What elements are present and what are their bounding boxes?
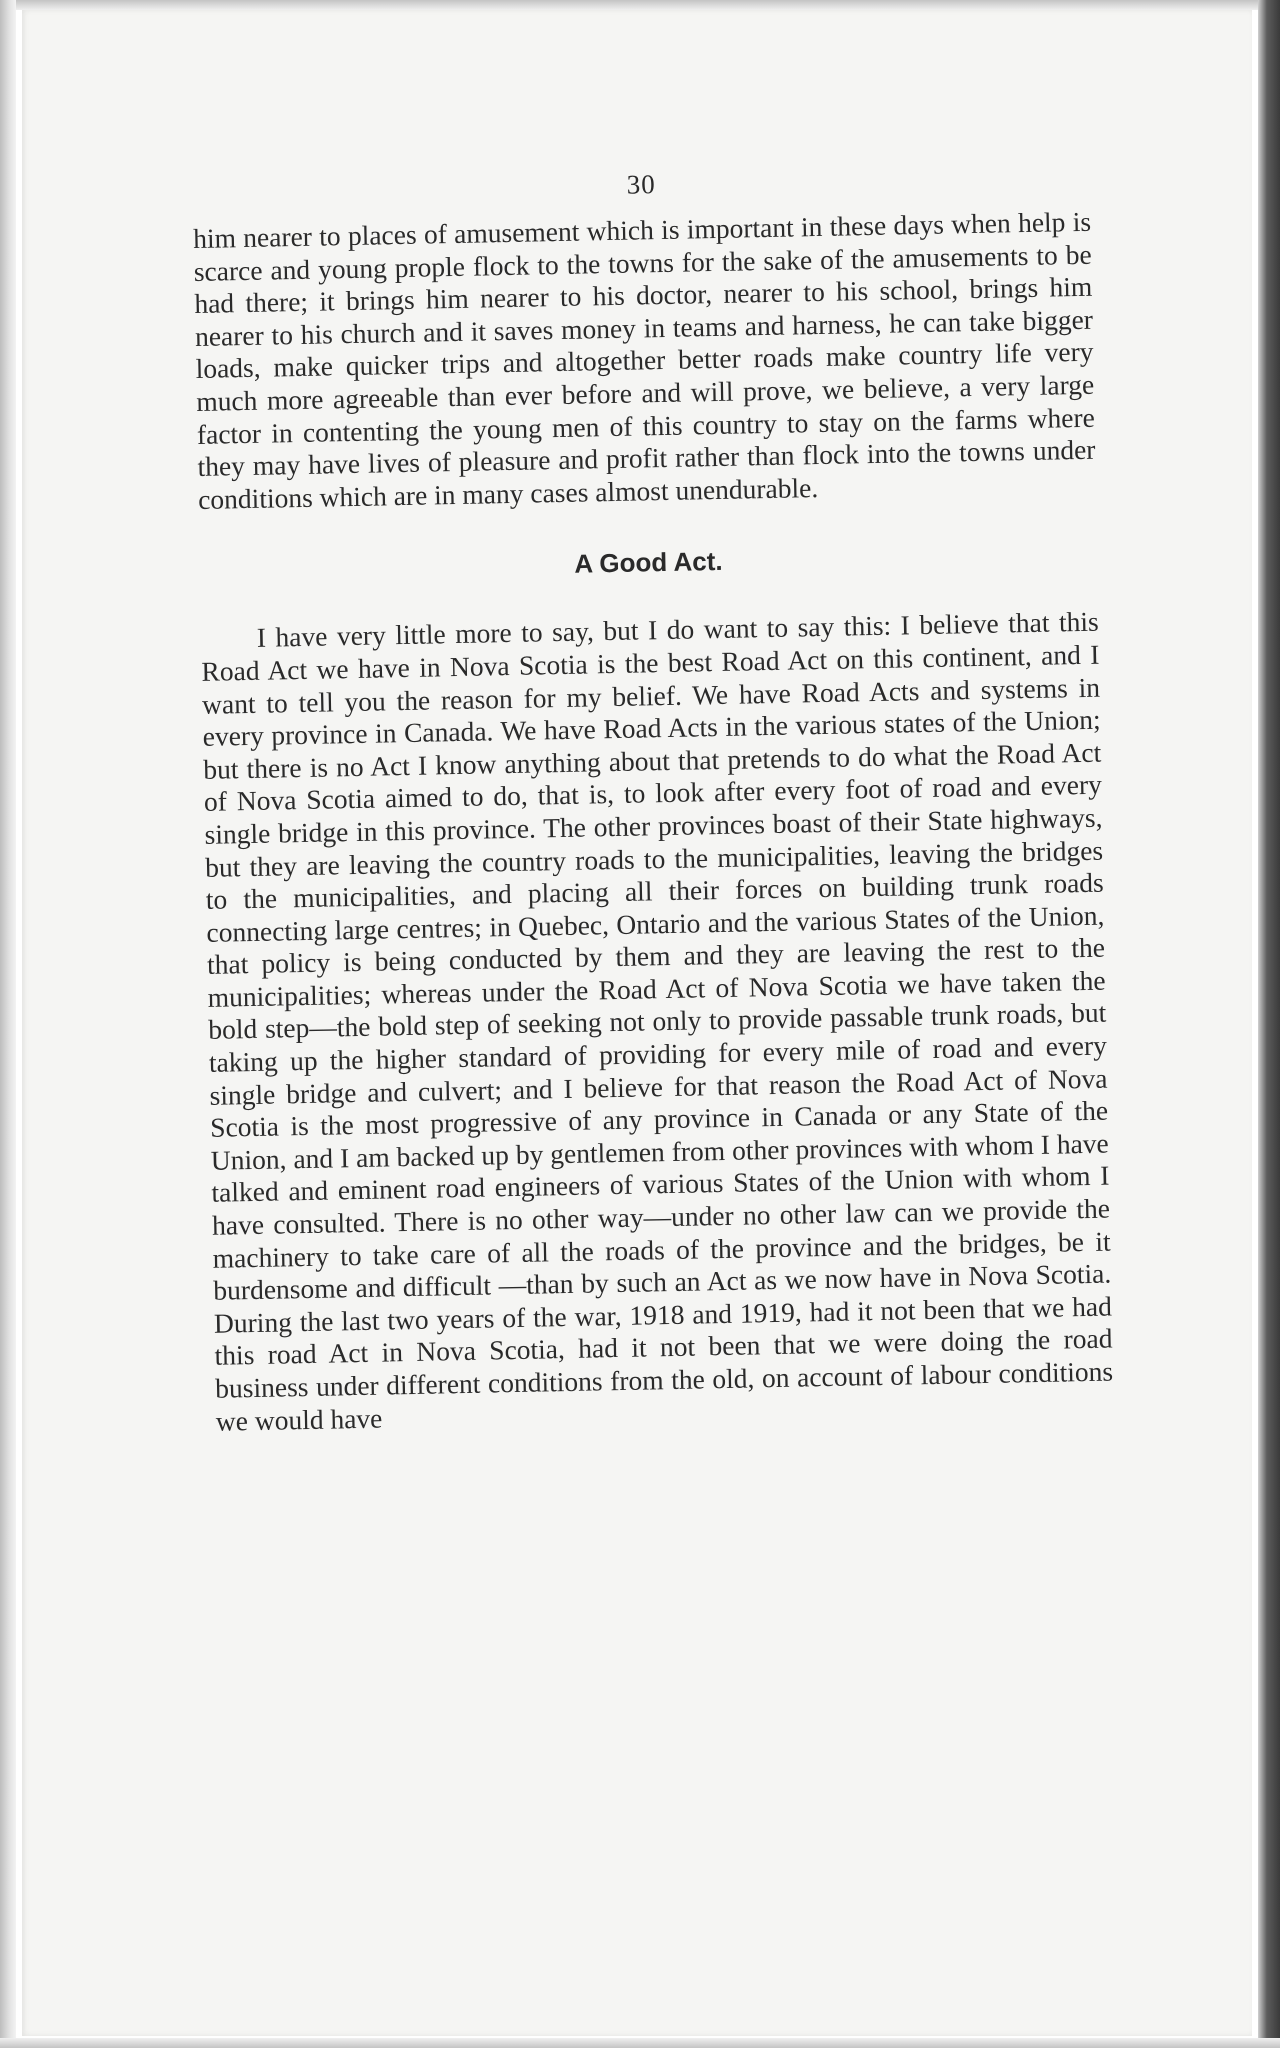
page-left-edge: [0, 0, 16, 2048]
page-content: [192, 161, 1114, 1438]
section-heading: A Good Act.: [574, 546, 723, 580]
page-number: 30: [626, 169, 656, 200]
page-top-edge: [0, 0, 1280, 10]
page-bottom-edge: [0, 2038, 1280, 2048]
book-page: [22, 10, 1252, 2036]
body-paragraph-2: I have very little more to say, but I do want to say this: I believe that this Road Act we have in Nova Scotia is the best Road Act on this continent, and I want to tell you the reason for my belief. We have Road Acts and systems in every province in Canada. We have Road Acts in the various states of the Union; but there is no Act I know anything about that pretends to do what the Road Act of Nova Scotia aimed to do, that is, to look after every foot of road and every single bridge in this province. The other provinces boast of their State highways, but they are leaving the country roads to the municipalities, leaving the bridges to the municipalities, and placing all their forces on building trunk roads connecting large centres; in Quebec, Ontario and the various States of the Union, that policy is being conducted by them and they are leaving the rest to the municipalities; whereas under the Road Act of Nova Scotia we have taken the bold step—the bold step of seeking not only to provide passable trunk roads, but taking up the higher standard of providing for every mile of road and every single bridge and culvert; and I believe for that reason the Road Act of Nova Scotia is the most progressive of any province in Canada or any State of the Union, and I am backed up by gentlemen from other provinces with whom I have talked and eminent road engineers of various States of the Union with whom I have consulted. There is no other way—under no other law can we provide the machinery to take care of all the roads of the province and the bridges, be it burdensome and difficult —than by such an Act as we now have in Nova Scotia. During the last two years of the war, 1918 and 1919, had it not been that we had this road Act in Nova Scotia, had it not been that we were doing the road business under different conditions from the old, on account of labour conditions we would have: [201, 606, 1114, 1437]
page-right-edge: [1258, 0, 1280, 2048]
body-paragraph-1: him nearer to places of amusement which is important in these days when help is scarce and young prople flock to the towns for the sake of the amusements to be had there; it brings him nearer to his doctor, nearer to his school, brings him nearer to his church and it saves money in teams and harness, he can take bigger loads, make quicker trips and altogether better roads make country life very much more agreeable than ever before and will prove, we believe, a very large factor in contenting the young men of this country to stay on the farms where they may have lives of pleasure and profit rather than flock into the towns under conditions which are in many cases almost unendurable.: [192, 205, 1096, 515]
